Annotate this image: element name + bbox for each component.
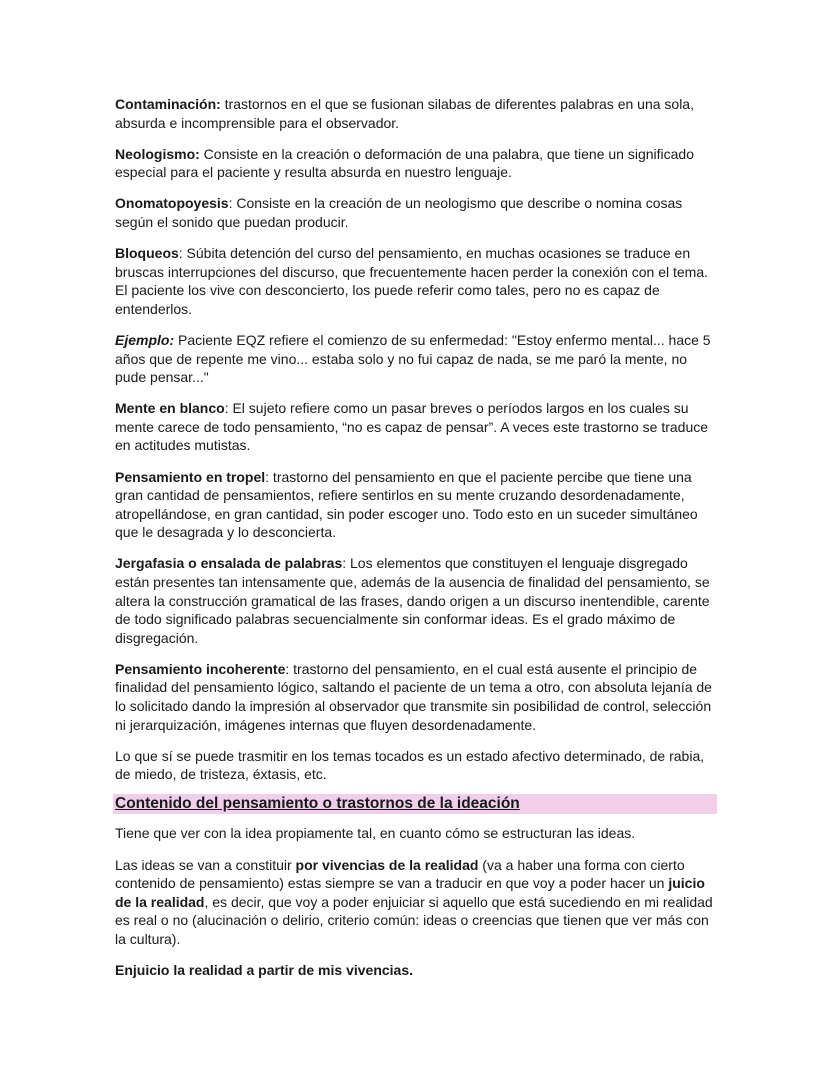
text-run: Contenido del pensamiento o trastornos de la ideación: [115, 795, 520, 813]
text-run: , es decir, que voy a poder enjuiciar si aquello que está sucediendo en mi realidad es real o no (alucinación o delirio, criterio común: ideas o creencias que tienen que ver más con la cultura).: [115, 893, 713, 947]
paragraph: [115, 747, 715, 784]
text-run: Tiene que ver con la idea propiamente tal, en cuanto cómo se estructuran las ideas.: [115, 825, 636, 842]
paragraph: [115, 468, 715, 542]
bold-term: Enjuicio la realidad a partir de mis vivencias.: [115, 961, 414, 978]
bold-term: Neologismo:: [115, 145, 200, 162]
paragraph: [115, 824, 715, 843]
text-run: Las ideas se van a constituir: [115, 856, 296, 873]
paragraph: [115, 961, 715, 980]
text-run: : Súbita detención del curso del pensamiento, en muchas ocasiones se traduce en bruscas interrupciones del discurso, que frecuentemente hacen perder la conexión con el tema. El paciente los vive con desconcierto, los puede referir como tales, pero no es capaz de entenderlos.: [115, 245, 709, 317]
bold-term: juicio de la realidad: [115, 875, 705, 910]
document-page: [115, 95, 715, 992]
text-run: Paciente EQZ refiere el comienzo de su enfermedad: "Estoy enfermo mental... hace 5 años que de repente me vino... estaba solo y no fui capaz de nada, se me paró la mente, no pude pensar...": [115, 331, 711, 386]
paragraph: [115, 145, 715, 182]
bold-term: Contaminación:: [115, 96, 221, 112]
bold-term: por vivencias de la realidad: [295, 856, 479, 873]
text-run: Consiste en la creación o deformación de una palabra, que tiene un significado especial para el paciente y resulta absurda en nuestro lenguaje.: [115, 145, 694, 181]
bold-term: Ejemplo:: [115, 331, 175, 348]
paragraph: [115, 244, 715, 318]
paragraph: [115, 856, 715, 949]
text-run: trastornos en el que se fusionan silabas de diferentes palabras en una sola, absurda e incomprensible para el observador.: [115, 96, 694, 131]
section-heading: [113, 794, 717, 814]
paragraph: [115, 660, 715, 734]
text-run: : Consiste en la creación de un neologismo que describe o nomina cosas según el sonido que puedan producir.: [115, 195, 683, 230]
text-run: : El sujeto refiere como un pasar breves o períodos largos en los cuales su mente carece de todo pensamiento, “no es capaz de pensar”. A veces este trastorno se traduce en actitudes mutistas.: [115, 400, 709, 454]
text-run: : trastorno del pensamiento, en el cual está ausente el principio de finalidad del pensamiento lógico, saltando el paciente de un tema a otro, con absoluta lejanía de lo solicitado dando la impresión al observador que transmite sin posibilidad de control, selección ni jerarquización, imágenes internas que fluyen desordenadamente.: [115, 660, 712, 733]
paragraph: [115, 399, 715, 455]
bold-term: Pensamiento en tropel: [115, 468, 266, 485]
paragraph: [115, 554, 715, 647]
paragraph: [115, 194, 715, 231]
text-run: : trastorno del pensamiento en que el paciente percibe que tiene una gran cantidad de pensamientos, refiere sentirlos en su mente cruzando desordenadamente, atropellándose, en gran cantidad, sin poder escoger uno. Todo esto en un suceder simultáneo que le desagrada y lo desconcierta.: [115, 468, 698, 541]
bold-term: Mente en blanco: [115, 400, 225, 417]
paragraph: [115, 95, 715, 132]
text-run: : Los elementos que constituyen el lenguaje disgregado están presentes tan intensamente que, además de la ausencia de finalidad del pensamiento, se altera la construcción gramatical de las frases, dando origen a un discurso inentendible, carente de todo significado palabras secuencialmente sin conformar ideas. Es el grado máximo de disgregación.: [115, 555, 710, 646]
text-run: Lo que sí se puede trasmitir en los temas tocados es un estado afectivo determinado, de rabia, de miedo, de tristeza, éxtasis, etc.: [115, 747, 705, 783]
text-run: (va a haber una forma con cierto contenido de pensamiento) estas siempre se van a traducir en que voy a poder hacer un: [115, 856, 685, 892]
bold-term: Onomatopoyesis: [115, 195, 229, 212]
bold-term: Pensamiento incoherente: [115, 660, 286, 677]
paragraph: [115, 331, 715, 387]
bold-term: Jergafasia o ensalada de palabras: [115, 555, 343, 572]
bold-term: Bloqueos: [115, 245, 179, 262]
